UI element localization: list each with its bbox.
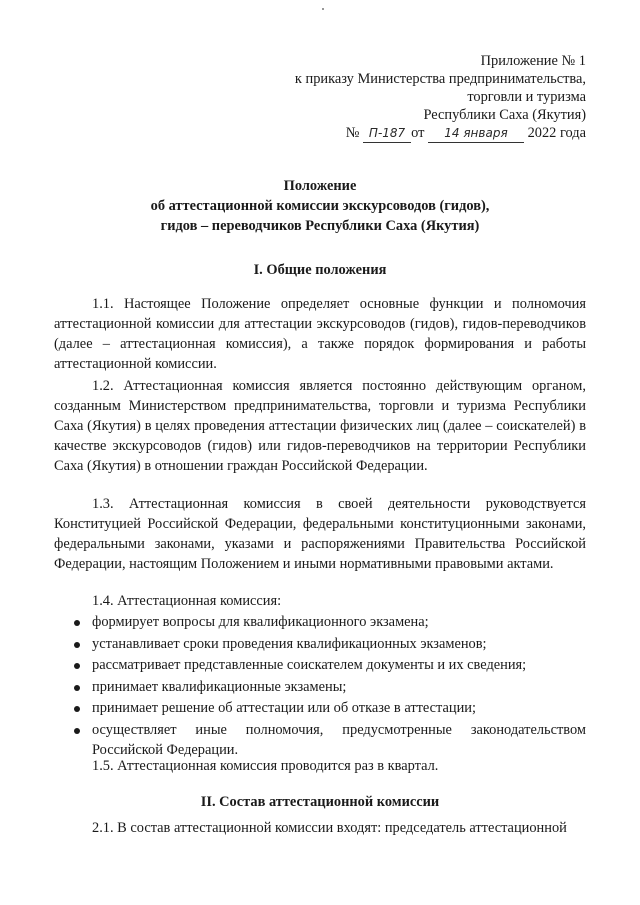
- appendix-number: Приложение № 1: [480, 53, 586, 69]
- paragraph-2-1: 2.1. В состав аттестационной комиссии входят: председатель аттестационной: [92, 820, 567, 836]
- appendix-republic: Республики Саха (Якутия): [423, 107, 586, 123]
- list-item: принимает квалификационные экзамены;: [54, 677, 586, 697]
- appendix-ministry: торговли и туризма: [467, 89, 586, 105]
- bullet-icon: [74, 620, 80, 626]
- section-2-heading: II. Состав аттестационной комиссии: [200, 794, 440, 810]
- bullet-icon: [74, 728, 80, 734]
- title-line-2: об аттестационной комиссии экскурсоводов (гидов),: [150, 198, 490, 214]
- handwritten-order-number: П-187: [363, 124, 411, 143]
- scan-speck: [322, 8, 324, 10]
- list-item: осуществляет иные полномочия, предусмотренные законодательством Российской Федерации.: [54, 720, 586, 760]
- bullet-icon: [74, 706, 80, 712]
- paragraph-1-3: 1.3. Аттестационная комиссия в своей деятельности руководствуется Конституцией Российской Федерации, федеральными конституционными законами, федеральными законами, указами и распоряжениями Правительства Российской Федерации, настоящим Положением и иными нормативными правовыми актами.: [54, 496, 586, 572]
- order-number-date: [295, 124, 586, 143]
- from-word: от: [411, 125, 425, 141]
- paragraph-1-4: 1.4. Аттестационная комиссия:: [92, 593, 282, 609]
- paragraph-1-1: 1.1. Настоящее Положение определяет основные функции и полномочия аттестационной комиссии для аттестации экскурсоводов (гидов), гидов-переводчиков (далее – аттестационная комиссия), а также порядок формирования и работы аттестационной комиссии.: [54, 296, 586, 372]
- commission-functions-list: [54, 612, 586, 761]
- appendix-order-ref: к приказу Министерства предпринимательства,: [294, 71, 586, 87]
- list-item: формирует вопросы для квалификационного экзамена;: [54, 612, 586, 632]
- title-line-3: гидов – переводчиков Республики Саха (Якутия): [160, 218, 480, 234]
- paragraph-1-2: 1.2. Аттестационная комиссия является постоянно действующим органом, созданным Министерством предпринимательства, торговли и туризма Республики Саха (Якутия) в целях проведения аттестации физических лиц (далее – соискателей) в качестве экскурсоводов (гидов) или гидов-переводчиков на территории Республики Саха (Якутия) в отношении граждан Российской Федерации.: [54, 378, 586, 474]
- list-item: устанавливает сроки проведения квалификационных экзаменов;: [54, 634, 586, 654]
- bullet-icon: [74, 663, 80, 669]
- document-title: [0, 176, 640, 236]
- list-item: рассматривает представленные соискателем документы и их сведения;: [54, 655, 586, 675]
- bullet-icon: [74, 685, 80, 691]
- appendix-header: [295, 52, 586, 143]
- section-1-heading: I. Общие положения: [253, 262, 387, 278]
- title-line-1: Положение: [283, 178, 357, 194]
- number-sign: №: [345, 125, 360, 141]
- list-item: принимает решение об аттестации или об отказе в аттестации;: [54, 698, 586, 718]
- order-year: 2022 года: [527, 125, 586, 141]
- bullet-icon: [74, 642, 80, 648]
- paragraph-1-5: 1.5. Аттестационная комиссия проводится раз в квартал.: [92, 758, 439, 774]
- handwritten-order-date: 14 января: [428, 124, 524, 143]
